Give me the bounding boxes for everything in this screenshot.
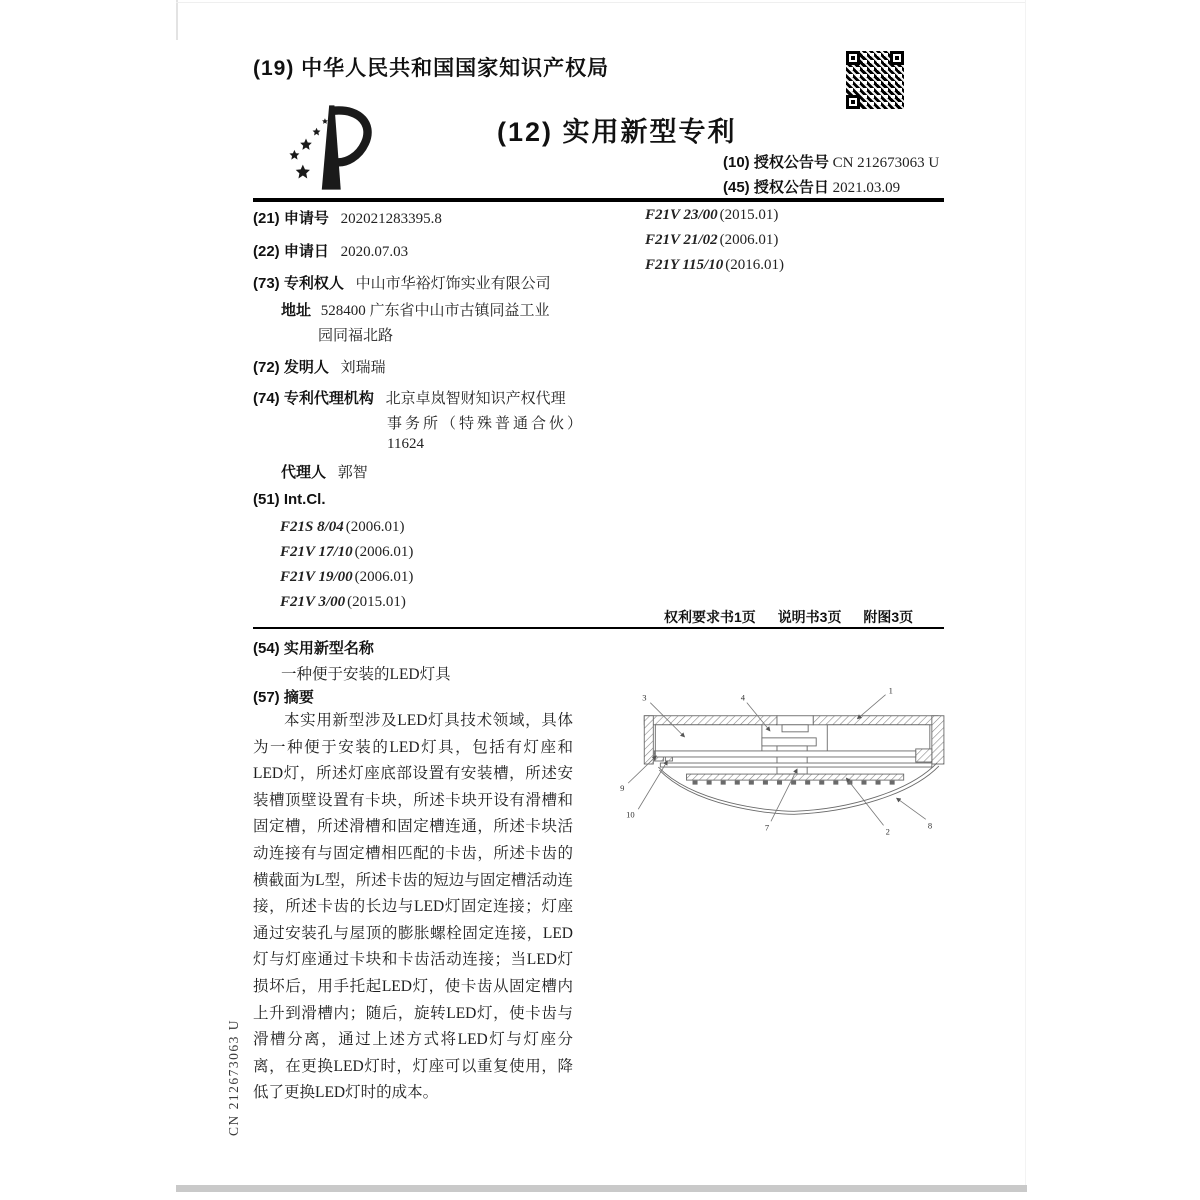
intcl-item — [280, 544, 413, 561]
drawings-pages: 附图3页 — [863, 609, 914, 625]
cnipa-logo-icon — [276, 98, 376, 198]
intcl-code: F21V 19/00 — [280, 569, 353, 585]
intcl-date: (2015.01) — [347, 594, 406, 610]
figure-ref-9: 9 — [620, 783, 625, 794]
intcl-code: F21V 23/00 — [645, 207, 718, 223]
intcl-item — [645, 207, 778, 224]
application-no-row — [253, 207, 442, 228]
pub-date-row — [723, 176, 900, 197]
qr-code — [843, 48, 907, 112]
agency-row — [253, 387, 566, 408]
application-no-value: 202021283395.8 — [340, 211, 442, 227]
figure-ref-2: 2 — [885, 826, 890, 837]
patentee-label: (73) 专利权人 — [253, 275, 344, 292]
qr-finder-icon — [890, 51, 904, 65]
intcl-date: (2006.01) — [719, 232, 779, 248]
cnipa-logo — [276, 98, 376, 203]
intcl-code: F21Y 115/10 — [645, 257, 724, 273]
office-name: (19) 中华人民共和国国家知识产权局 — [253, 57, 610, 80]
pub-number-row — [723, 151, 939, 172]
inventor-label: (72) 发明人 — [253, 359, 329, 376]
lamp-cross-section-figure — [598, 655, 960, 867]
qr-finder-icon — [846, 95, 860, 109]
figure-ref-10: 10 — [626, 809, 635, 820]
patent-title: 一种便于安装的LED灯具 — [281, 666, 451, 683]
page-edge-right — [1025, 0, 1026, 1190]
intcl-item — [280, 594, 406, 611]
application-date-row — [253, 240, 408, 261]
intcl-item — [645, 257, 784, 274]
application-no-label: (21) 申请号 — [253, 210, 329, 227]
patentee-row — [253, 272, 551, 293]
address-label: 地址 — [281, 302, 312, 319]
intcl-code: F21V 17/10 — [280, 544, 353, 560]
address-row — [281, 299, 550, 320]
pub-number-label: (10) 授权公告号 — [723, 154, 829, 171]
pub-number-value: CN 212673063 U — [832, 155, 940, 171]
pub-date-label: (45) 授权公告日 — [723, 179, 829, 196]
intcl-code: F21V 3/00 — [280, 594, 346, 610]
section-rule — [253, 627, 944, 629]
application-date-label: (22) 申请日 — [253, 243, 329, 260]
abstract-text: 本实用新型涉及LED灯具技术领域，具体为一种便于安装的LED灯具，包括有灯座和LED灯，所述灯座底部设置有安装槽，所述安装槽顶壁设置有卡块，所述卡块开设有滑槽和固定槽，所述滑槽和固定槽连通，所述卡块活动连接有与固定槽相匹配的卡齿，所述卡齿的横截面为L型，所述卡齿的短边与固定槽活动连接，所述卡齿的长边与LED灯固定连接；灯座通过安装孔与屋顶的膨胀螺栓固定连接，LED灯与灯座通过卡块和卡齿活动连接；当LED灯损坏后，用手托起LED灯，使卡齿从固定槽内上升到滑槽内；随后，旋转LED灯，使卡齿与滑槽分离，通过上述方式将LED灯与灯座分离，在更换LED灯时，灯座可以重复使用，降低了更换LED灯时的成本。 — [253, 712, 573, 1102]
page-edge-bottom — [176, 1185, 1027, 1192]
address-line2: 园同福北路 — [318, 328, 394, 344]
intcl-item — [645, 232, 778, 249]
page-edge-top — [176, 2, 1026, 3]
intcl-date: (2006.01) — [345, 519, 405, 535]
intcl-date: (2006.01) — [354, 544, 414, 560]
header-rule — [253, 198, 944, 202]
agency-label: (74) 专利代理机构 — [253, 390, 374, 407]
intcl-label: (51) Int.Cl. — [253, 491, 326, 508]
title-label: (54) 实用新型名称 — [253, 640, 374, 657]
doc-type-title: (12) 实用新型专利 — [497, 117, 737, 147]
agency-code: 11624 — [387, 436, 424, 452]
agent-value: 郭智 — [337, 465, 368, 481]
figure-ref-1: 1 — [888, 685, 893, 696]
intcl-date: (2016.01) — [725, 257, 784, 273]
description-pages: 说明书3页 — [777, 609, 842, 625]
intcl-date: (2015.01) — [719, 207, 779, 223]
agent-row — [281, 461, 368, 482]
intcl-date: (2006.01) — [354, 569, 414, 585]
claims-pages: 权利要求书1页 — [664, 609, 756, 625]
intcl-item — [280, 569, 413, 586]
agent-label: 代理人 — [281, 464, 327, 481]
patentee-value: 中山市华裕灯饰实业有限公司 — [355, 276, 551, 292]
intcl-item — [280, 519, 405, 536]
page-edge-left — [176, 0, 178, 40]
patent-drawing — [598, 655, 960, 872]
intcl-code: F21V 21/02 — [645, 232, 718, 248]
intcl-code: F21S 8/04 — [280, 519, 344, 535]
inventor-row — [253, 356, 386, 377]
qr-finder-icon — [846, 51, 860, 65]
application-date-value: 2020.07.03 — [340, 244, 409, 260]
pages-info — [664, 607, 913, 627]
figure-ref-7: 7 — [764, 822, 770, 833]
agency-line1: 北京卓岚智财知识产权代理 — [385, 391, 566, 407]
pub-date-value: 2021.03.09 — [832, 180, 901, 196]
inventor-value: 刘瑞瑞 — [340, 360, 386, 376]
figure-ref-8: 8 — [927, 820, 933, 831]
figure-ref-3: 3 — [642, 692, 647, 703]
sidebar-publication-number: CN 212673063 U — [226, 1018, 241, 1136]
abstract-label: (57) 摘要 — [253, 689, 314, 706]
figure-ref-4: 4 — [740, 692, 746, 703]
address-line1: 528400 广东省中山市古镇同益工业 — [320, 303, 550, 319]
agency-line2: 事务所（特殊普通合伙） — [387, 416, 586, 432]
